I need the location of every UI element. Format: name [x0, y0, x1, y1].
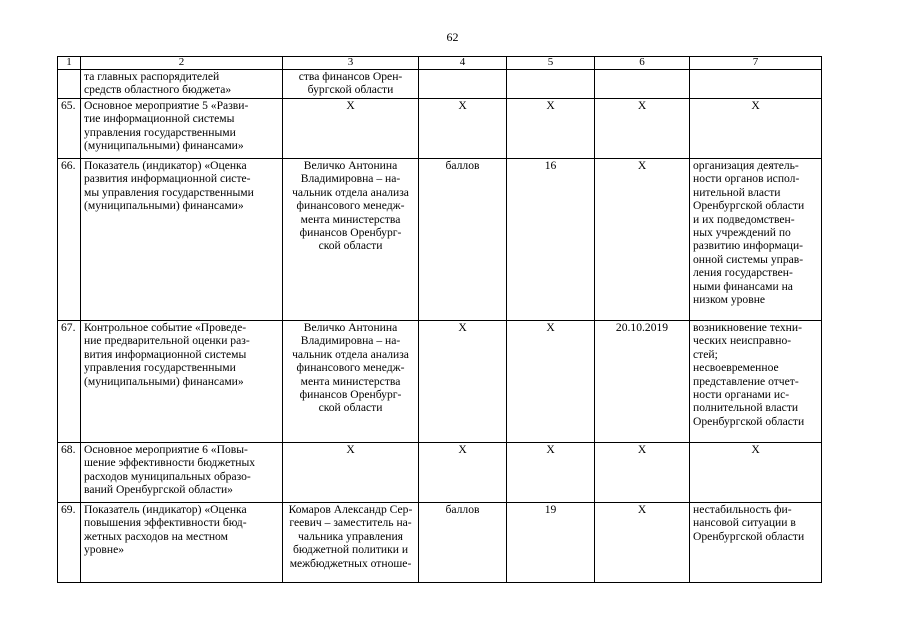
unit-cell: баллов	[419, 159, 507, 321]
risk-cell: X	[690, 443, 822, 503]
value-cell: X	[507, 443, 595, 503]
risk-cell: возникновение техни- ческих неисправно- стей; несвоевременное представление отчет- ности органами ис- полнительной власти Оренбургской области	[690, 321, 822, 443]
row-number: 65.	[58, 99, 81, 159]
unit-cell: баллов	[419, 503, 507, 583]
date-cell: X	[595, 443, 690, 503]
unit-cell: X	[419, 99, 507, 159]
value-cell: 19	[507, 503, 595, 583]
page-number: 62	[446, 30, 459, 44]
responsible-cell: X	[283, 99, 419, 159]
date-cell: X	[595, 159, 690, 321]
measure-cell: Контрольное событие «Проведе- ние предварительной оценки раз- вития информационной системы управления государственными (муниципальными) финансами»	[81, 321, 283, 443]
date-cell: X	[595, 503, 690, 583]
table-row	[58, 503, 822, 583]
unit-cell	[419, 70, 507, 99]
row-number: 69.	[58, 503, 81, 583]
date-cell: 20.10.2019	[595, 321, 690, 443]
responsible-cell: Комаров Александр Сер- геевич – заместитель на- чальника управления бюджетной политики и межбюджетных отноше-	[283, 503, 419, 583]
row-number: 68.	[58, 443, 81, 503]
row-number: 67.	[58, 321, 81, 443]
date-cell: X	[595, 99, 690, 159]
measure-cell: Показатель (индикатор) «Оценка развития информационной систе- мы управления государственными (муниципальными) финансами»	[81, 159, 283, 321]
risk-cell: организация деятель- ности органов испол- нительной власти Оренбургской области и их подведомствен- ных учреждений по развитию информаци- онной системы управ- ления государствен- ными финансами на низком уровне	[690, 159, 822, 321]
value-cell	[507, 70, 595, 99]
row-number: 66.	[58, 159, 81, 321]
unit-cell: X	[419, 443, 507, 503]
measure-cell: Основное мероприятие 6 «Повы- шение эффективности бюджетных расходов муниципальных образо- ваний Оренбургской области»	[81, 443, 283, 503]
value-cell: X	[507, 321, 595, 443]
measure-cell: Показатель (индикатор) «Оценка повышения эффективности бюд- жетных расходов на местном уровне»	[81, 503, 283, 583]
column-header: 5	[507, 57, 595, 70]
column-header: 7	[690, 57, 822, 70]
table-row	[58, 159, 822, 321]
table-row	[58, 99, 822, 159]
date-cell	[595, 70, 690, 99]
risk-cell: X	[690, 99, 822, 159]
unit-cell: X	[419, 321, 507, 443]
column-header: 2	[81, 57, 283, 70]
risk-cell: нестабильность фи- нансовой ситуации в Оренбургской области	[690, 503, 822, 583]
value-cell: 16	[507, 159, 595, 321]
row-number	[58, 70, 81, 99]
responsible-cell: X	[283, 443, 419, 503]
program-table	[57, 56, 822, 583]
column-header: 4	[419, 57, 507, 70]
measure-cell: та главных распорядителей средств областного бюджета»	[81, 70, 283, 99]
responsible-cell: ства финансов Орен- бургской области	[283, 70, 419, 99]
responsible-cell: Величко Антонина Владимировна – на- чальник отдела анализа финансового менедж- мента министерства финансов Оренбург- ской области	[283, 321, 419, 443]
table-header-row	[58, 57, 822, 70]
column-header: 1	[58, 57, 81, 70]
column-header: 3	[283, 57, 419, 70]
table-row	[58, 443, 822, 503]
table-row	[58, 70, 822, 99]
risk-cell	[690, 70, 822, 99]
responsible-cell: Величко Антонина Владимировна – на- чальник отдела анализа финансового менедж- мента министерства финансов Оренбург- ской области	[283, 159, 419, 321]
column-header: 6	[595, 57, 690, 70]
value-cell: X	[507, 99, 595, 159]
measure-cell: Основное мероприятие 5 «Разви- тие информационной системы управления государственными (муниципальными) финансами»	[81, 99, 283, 159]
table-row	[58, 321, 822, 443]
